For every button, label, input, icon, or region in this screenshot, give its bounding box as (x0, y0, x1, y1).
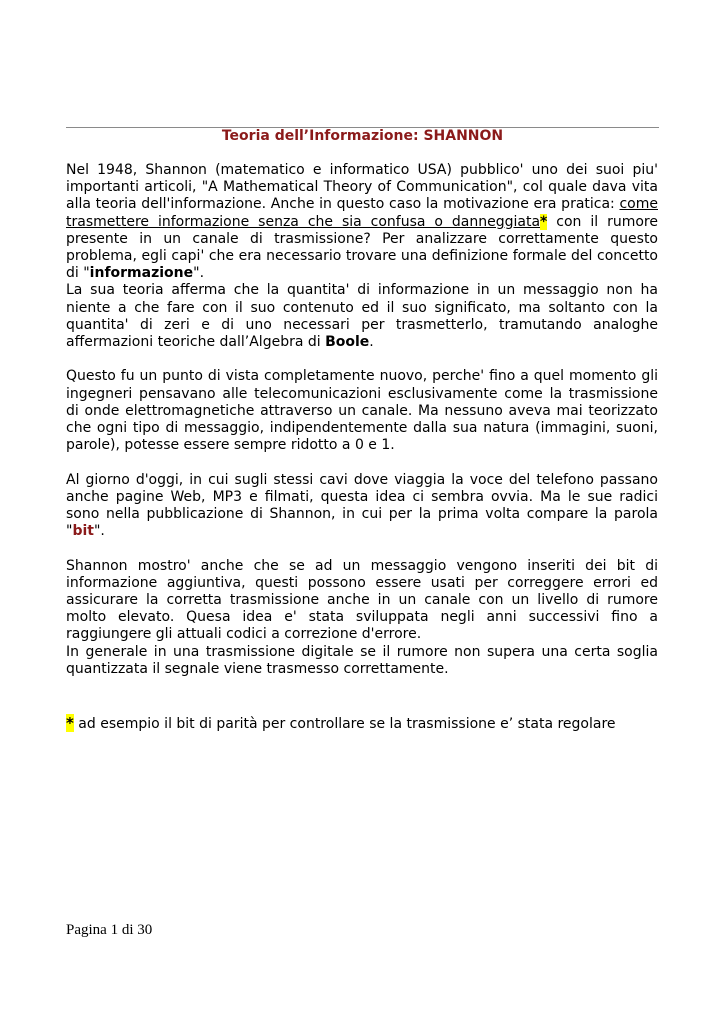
footnote-marker: * (540, 213, 548, 230)
paragraph-2-text: La sua teoria afferma che la quantita' di informazione in un messaggio non ha niente a che fare con il suo contenuto ed il suo significato, ma soltanto con la quantita' di zeri e di uno necessari per trasmetterlo, tramutando analoghe affermazioni teoriche dall’Algebra di (66, 282, 658, 351)
paragraph-2 (66, 282, 658, 351)
page-number: Pagina 1 di 30 (66, 922, 153, 938)
paragraph-1-intro: Nel 1948, Shannon (matematico e informatico USA) pubblico' uno dei suoi piu' importanti articoli, "A Mathematical Theory of Communication", col quale dava vita alla teoria dell'informazione. Anche in questo caso la motivazione era pratica: (66, 162, 658, 213)
paragraph-6: In generale in una trasmissione digitale se il rumore non supera una certa soglia quantizzata il segnale viene trasmesso correttamente. (66, 643, 658, 677)
term-boole: Boole (325, 334, 370, 351)
paragraph-4-end: ". (93, 523, 105, 540)
footnote-text: ad esempio il bit di parità per controllare se la trasmissione e’ stata regolare (73, 716, 616, 732)
paragraph-2-end: . (369, 334, 374, 351)
paragraph-1-continuation: con il rumore presente in un canale di trasmissione? Per analizzare correttamente questo problema, egli capi' che era necessario trovare una definizione formale del concetto di " (66, 213, 658, 282)
paragraph-1-end: ". (193, 265, 205, 282)
paragraph-1 (66, 162, 658, 282)
paragraph-4 (66, 472, 658, 541)
term-informazione: informazione (89, 265, 194, 282)
footnote-star: * (66, 714, 74, 732)
paragraph-4-text: Al giorno d'oggi, in cui sugli stessi cavi dove viaggia la voce del telefono passano anche pagine Web, MP3 e filmati, questa idea ci sembra ovvia. Ma le sue radici sono nella pubblicazione di Shannon, in cui per la prima volta compare la parola " (66, 471, 658, 540)
paragraph-3: Questo fu un punto di vista completamente nuovo, perche' fino a quel momento gli ingegneri pensavano alle telecomunicazioni esclusivamente come la trasmissione di onde elettromagnetiche attraverso un canale. Ma nessuno aveva mai teorizzato che ogni tipo di messaggio, indipendentemente dalla sua natura (immagini, suoni, parole), potesse essere sempre ridotto a 0 e 1. (66, 368, 658, 454)
page-title: Teoria dell’Informazione: SHANNON (221, 128, 504, 144)
underlined-phrase: come trasmettere informazione senza che sia confusa o danneggiata (66, 196, 658, 230)
footnote (66, 714, 658, 733)
term-bit: bit (72, 523, 94, 540)
body-text (66, 162, 658, 678)
paragraph-5: Shannon mostro' anche che se ad un messaggio vengono inseriti dei bit di informazione aggiuntiva, questi possono essere usati per correggere errori ed assicurare la corretta trasmissione anche in un canale con un livello di rumore molto elevato. Quesa idea e' stata sviluppata negli anni successivi fino a raggiungere gli attuali codici a correzione d'errore. (66, 557, 658, 643)
